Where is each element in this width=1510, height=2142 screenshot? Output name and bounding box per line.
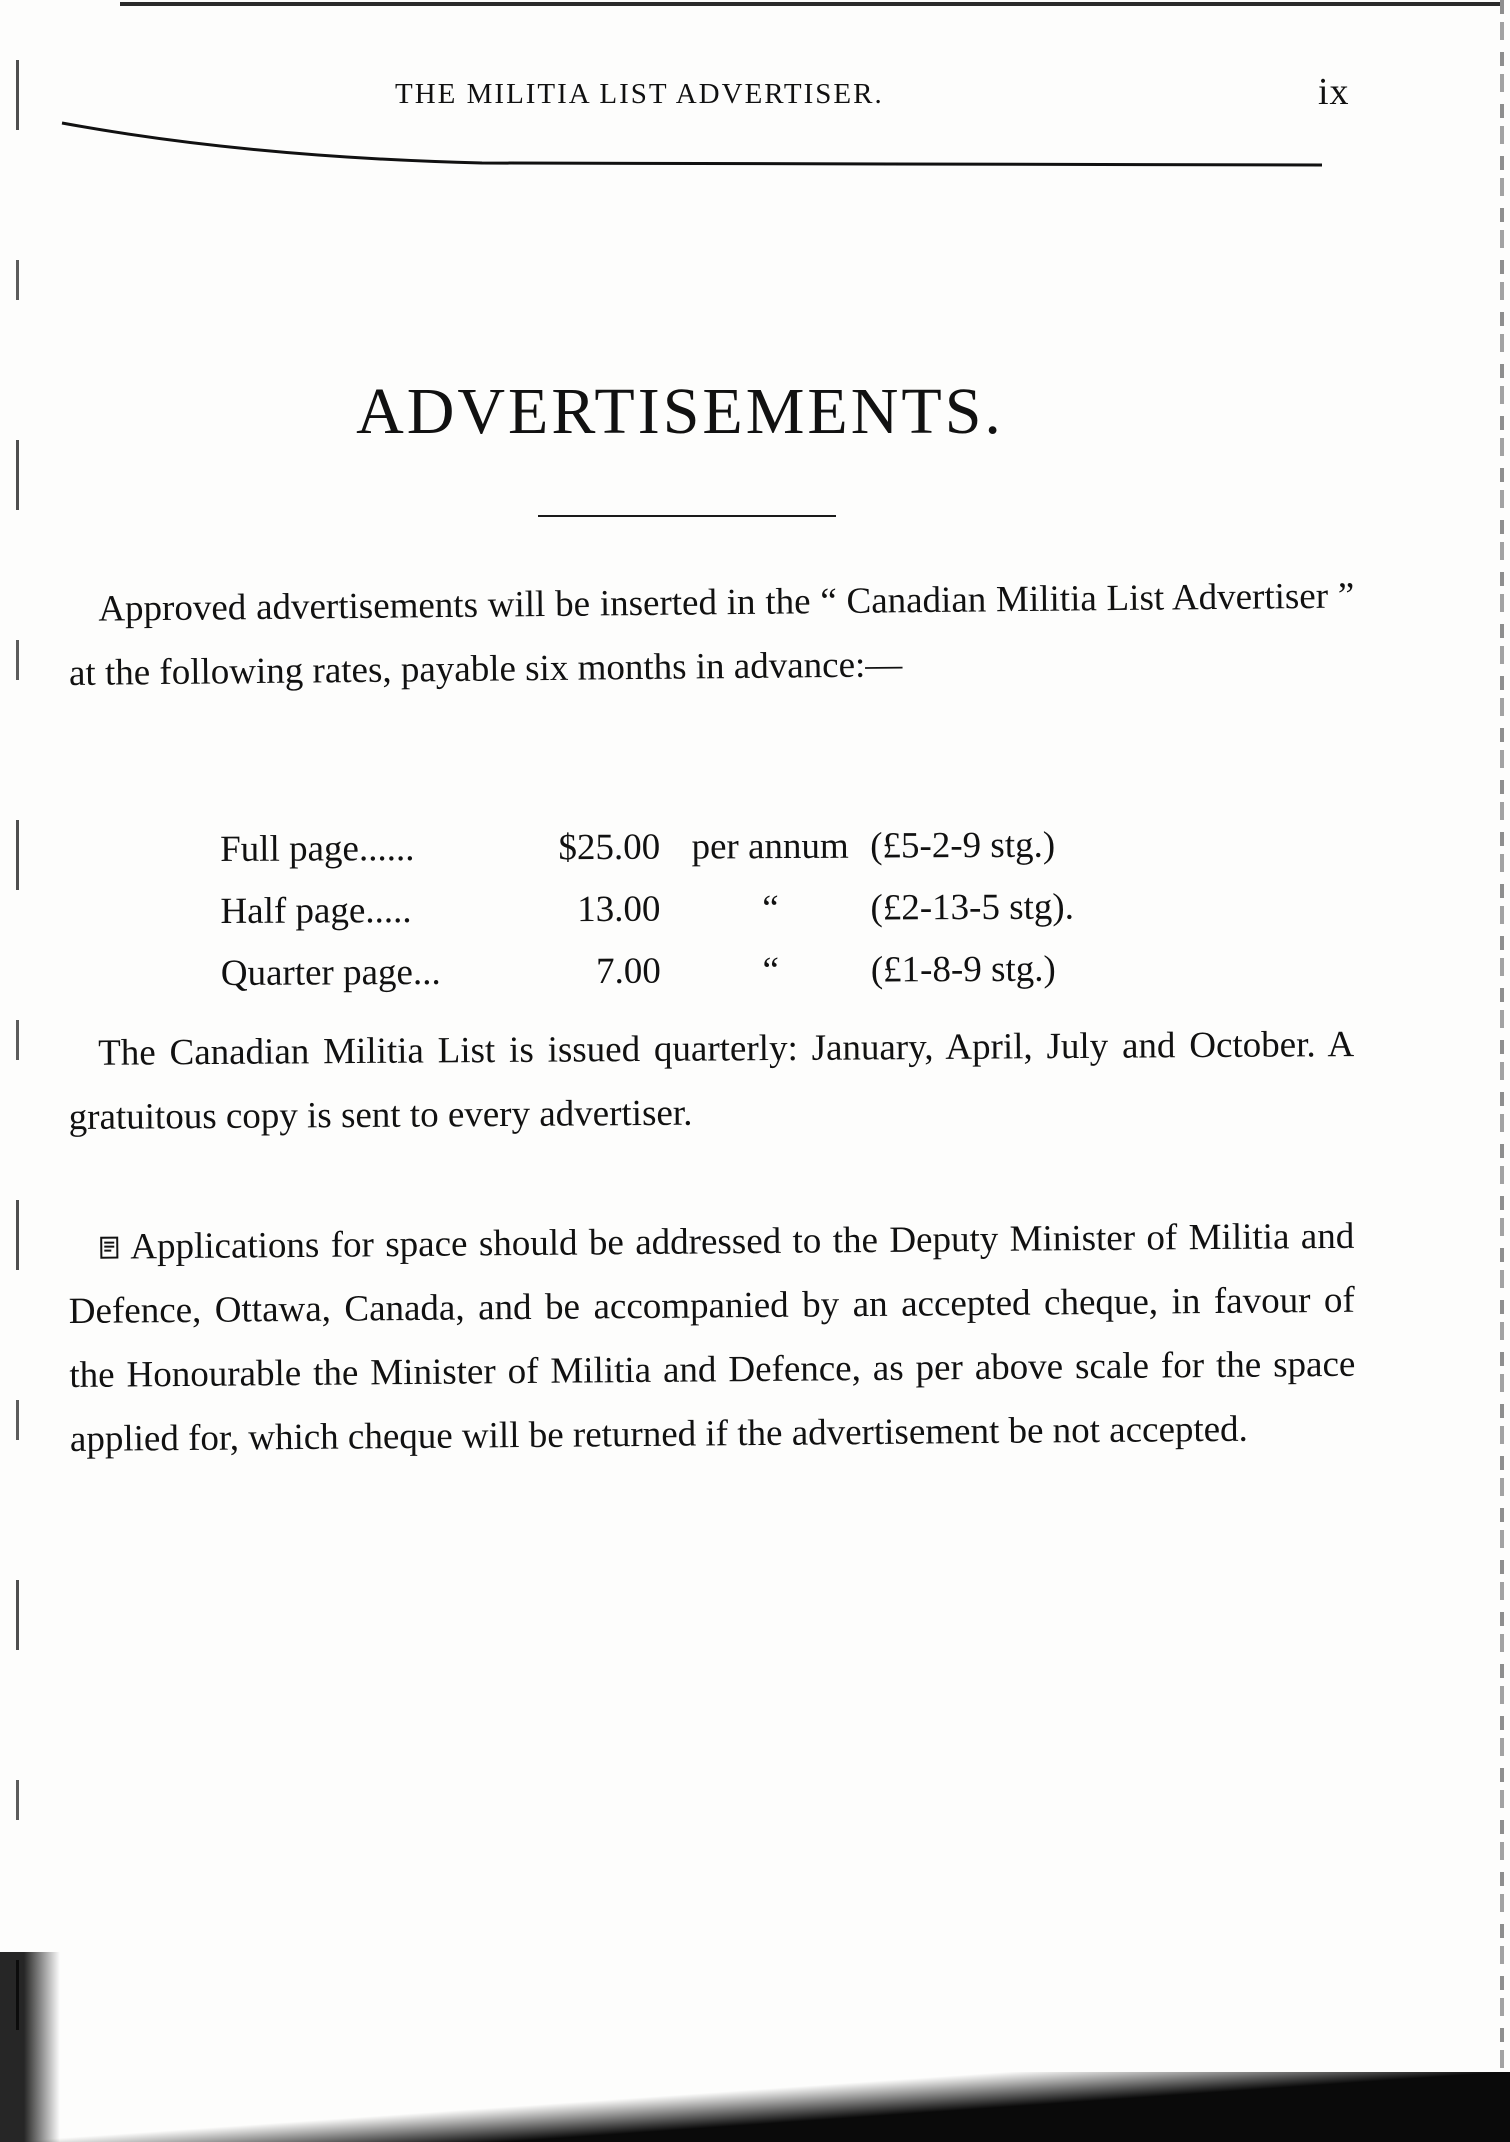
page-number: ix [1318, 71, 1350, 113]
scan-edge-right [1500, 0, 1504, 2142]
manicule-icon [98, 1235, 120, 1261]
rate-unit: “ [762, 949, 780, 991]
scan-edge-left [16, 60, 19, 2110]
rate-sterling: (£5-2-9 stg.) [870, 824, 1056, 867]
rate-unit: “ [762, 887, 779, 929]
rate-sterling: (£2-13-5 stg). [870, 886, 1075, 929]
scan-edge-bottom [0, 2072, 1510, 2142]
rates-table [220, 813, 1161, 1004]
rate-price: 7.00 [595, 950, 661, 992]
page-title: ADVERTISEMENTS. [356, 375, 1004, 448]
scan-corner-shadow [0, 1952, 60, 2142]
rate-row-quarter-page [221, 937, 1161, 1004]
rate-price: $25.00 [558, 826, 661, 868]
title-rule [538, 515, 836, 517]
rate-price: 13.00 [577, 888, 661, 930]
rate-item: Quarter page... [220, 951, 441, 994]
rate-item: Full page...... [220, 827, 415, 870]
rate-unit: per annum [691, 825, 849, 868]
applications-text: Applications for space should be addressed to the Deputy Minister of Militia and Defence, Ottawa, Canada, and be accompanied by an accepted cheque, in favour of the Honourable the Minister of Militia and Defence, as per above scale for the space applied for, which cheque will be returned if the advertisement be not accepted. [68, 1215, 1356, 1460]
rate-row-half-page [220, 875, 1160, 942]
rate-row-full-page [220, 813, 1160, 880]
paragraph-issue-schedule: The Canadian Militia List is issued quarterly: January, April, July and October. A gratuitous copy is sent to every advertiser. [68, 1024, 1355, 1138]
rate-item: Half page..... [220, 889, 412, 932]
header-rule [62, 115, 1322, 173]
paragraph-applications [68, 1205, 1356, 1472]
rate-sterling: (£1-8-9 stg.) [870, 948, 1056, 991]
running-header-title: THE MILITIA LIST ADVERTISER. [395, 78, 884, 110]
paragraph-rates-intro: Approved advertisements will be inserted in the “ Canadian Militia List Advertiser ” at the following rates, payable six months in advance:— [68, 575, 1355, 694]
scan-edge-top [120, 2, 1500, 6]
